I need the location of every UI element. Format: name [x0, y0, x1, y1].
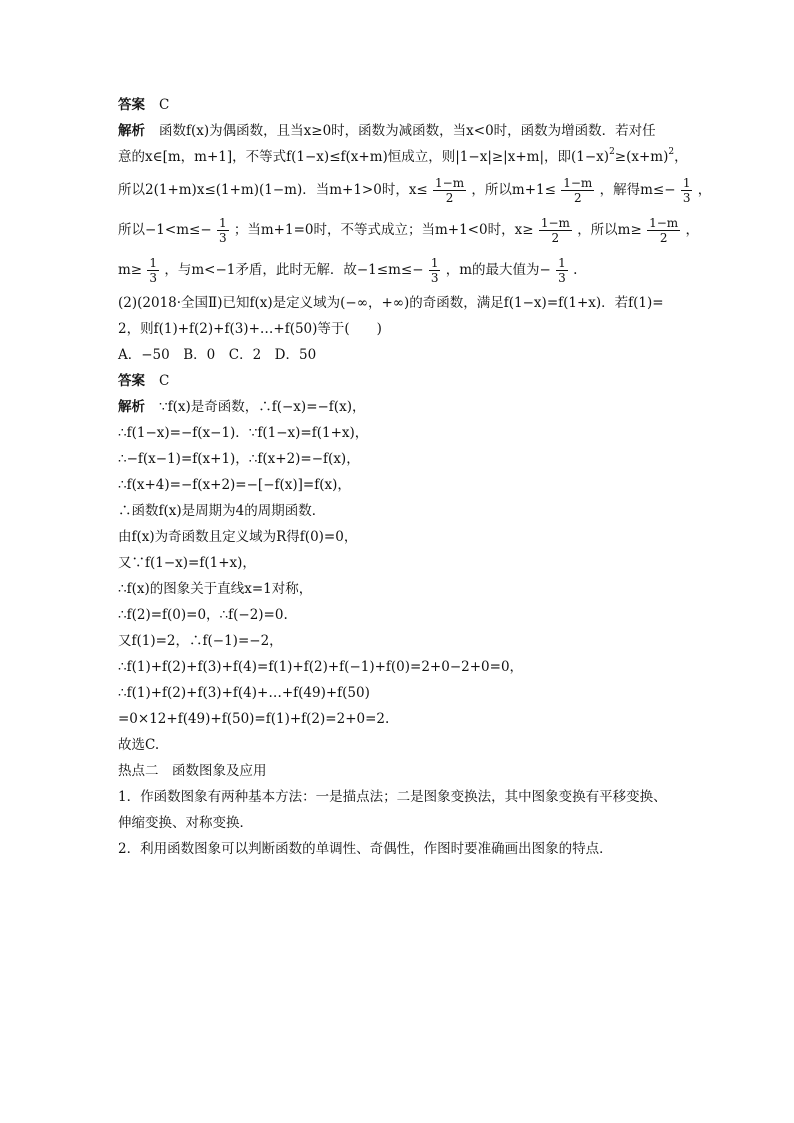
fraction: $\frac{1-m}{2}$ — [540, 216, 570, 245]
analysis-step — [118, 602, 684, 628]
answer-value: C — [159, 373, 170, 389]
analysis-step — [118, 498, 684, 524]
analysis-step — [118, 706, 684, 732]
section-item-text: 2．利用函数图象可以判断函数的单调性、奇偶性，作图时要准确画出图象的特点． — [118, 841, 613, 857]
analysis-line-3 — [118, 170, 712, 210]
fraction: $\frac{1}{3}$ — [430, 256, 439, 285]
analysis-text: ∴函数f(x)是周期为4的周期函数． — [118, 503, 326, 519]
analysis-text: 由f(x)为奇函数且定义域为R得f(0)=0， — [118, 529, 358, 545]
analysis-step — [118, 628, 684, 654]
analysis-step — [118, 524, 684, 550]
analysis-text: ∴f(2)=f(0)=0，∴f(−2)=0. — [118, 607, 288, 623]
answer-value: C — [159, 97, 170, 113]
analysis-text: 又∵f(1−x)=f(1+x)， — [118, 555, 256, 571]
section-item-1-cont — [118, 810, 684, 836]
analysis-text: ∴f(x+4)=−f(x+2)=−[−f(x)]=f(x)， — [118, 477, 351, 493]
section-item-2 — [118, 836, 684, 862]
analysis-text: ，解得m≤− — [599, 182, 676, 198]
analysis-label: 解析 — [118, 123, 145, 139]
question-stem: (2)(2018·全国Ⅱ)已知f(x)是定义域为(−∞，+∞)的奇函数，满足f(1−x)=f(1+x)．若f(1)= — [118, 295, 664, 311]
options-text: A．−50 B．0 C．2 D．50 — [118, 347, 317, 363]
analysis-label: 解析 — [118, 399, 145, 415]
analysis-text: 所以2(1+m)x≤(1+m)(1−m)．当m+1>0时，x≤ — [118, 182, 428, 198]
analysis-step — [118, 680, 684, 706]
analysis-step — [118, 420, 684, 446]
analysis-text: ， — [697, 182, 712, 198]
analysis-text: ∴f(1−x)=−f(x−1)．∵f(1−x)=f(1+x)， — [118, 425, 369, 441]
analysis-line-5 — [118, 250, 684, 290]
analysis-text: 又f(1)=2，∴f(−1)=−2， — [118, 633, 283, 649]
analysis-text: 故选C. — [118, 737, 160, 753]
fraction: $\frac{1}{3}$ — [558, 256, 566, 285]
superscript: 2 — [668, 147, 675, 157]
analysis-text: 函数f(x)为偶函数，且当x≥0时，函数为减函数，当x<0时，函数为增函数．若对任 — [159, 123, 656, 139]
superscript: 2 — [609, 147, 615, 157]
analysis-text: m≥ — [118, 262, 143, 278]
fraction: $\frac{1}{3}$ — [218, 216, 227, 245]
answer-line-2 — [118, 368, 684, 394]
analysis-text: ，m的最大值为− — [445, 262, 551, 278]
analysis-text: ∵f(x)是奇函数，∴f(−x)=−f(x)， — [159, 399, 366, 415]
analysis-step — [118, 550, 684, 576]
answer-label: 答案 — [118, 373, 145, 389]
section-item-text: 伸缩变换、对称变换． — [118, 815, 253, 831]
fraction: $\frac{1-m}{2}$ — [435, 176, 465, 205]
analysis-text: ∴f(x)的图象关于直线x=1对称， — [118, 581, 313, 597]
answer-label: 答案 — [118, 97, 145, 113]
question-options — [118, 342, 684, 368]
fraction: $\frac{1}{3}$ — [682, 176, 691, 205]
analysis-text: ， — [685, 222, 699, 238]
analysis-line-4 — [118, 210, 699, 250]
fraction: $\frac{1}{3}$ — [149, 256, 158, 285]
question-stem: 2，则f(1)+f(2)+f(3)+…+f(50)等于( ) — [118, 321, 382, 337]
analysis-step — [118, 732, 684, 758]
analysis-step — [118, 472, 684, 498]
analysis-step — [118, 576, 684, 602]
analysis-step — [118, 446, 684, 472]
analysis-text: ，所以m+1≤ — [471, 182, 556, 198]
analysis-text: 所以−1<m≤− — [118, 222, 212, 238]
analysis-text: ，与m<−1矛盾，此时无解．故−1≤m≤− — [164, 262, 424, 278]
section-item-text: 1．作函数图象有两种基本方法：一是描点法；二是图象变换法，其中图象变换有平移变换、 — [118, 789, 667, 805]
answer-line-1 — [118, 92, 684, 118]
analysis-step — [118, 394, 684, 420]
analysis-step — [118, 654, 684, 680]
analysis-text: ∴f(1)+f(2)+f(3)+f(4)+…+f(49)+f(50) — [118, 685, 370, 701]
section-title — [118, 758, 684, 784]
analysis-text: ∴−f(x−1)=f(x+1)，∴f(x+2)=−f(x)， — [118, 451, 360, 467]
fraction: $\frac{1-m}{2}$ — [649, 216, 679, 245]
analysis-text: ；当m+1=0时，不等式成立；当m+1<0时，x≥ — [233, 222, 534, 238]
analysis-text: =0×12+f(49)+f(50)=f(1)+f(2)=2+0=2. — [118, 711, 390, 727]
section-item-1 — [118, 784, 684, 810]
section-title-text: 热点二 函数图象及应用 — [118, 763, 267, 779]
analysis-text: 意的x∈[m，m+1]，不等式f(1−x)≤f(x+m)恒成立，则|1−x|≥|x+m|，即(1−x) — [118, 149, 610, 165]
analysis-line-1 — [118, 118, 684, 144]
analysis-text: ≥(x+m) — [614, 149, 669, 165]
fraction: $\frac{1-m}{2}$ — [563, 176, 593, 205]
analysis-text: . — [573, 262, 578, 278]
document-page — [118, 92, 712, 862]
analysis-line-2: 意的x∈[m，m+1]，不等式f(1−x)≤f(x+m)恒成立，则|1−x|≥|x+m|，即$(1-x)^2\ge(x+m)^2$， — [118, 147, 688, 165]
analysis-text: ∴f(1)+f(2)+f(3)+f(4)=f(1)+f(2)+f(−1)+f(0)=2+0−2+0=0， — [118, 659, 524, 675]
analysis-text: ，所以m≥ — [577, 222, 642, 238]
question-stem-line-1 — [118, 290, 684, 316]
question-stem-line-2 — [118, 316, 684, 342]
